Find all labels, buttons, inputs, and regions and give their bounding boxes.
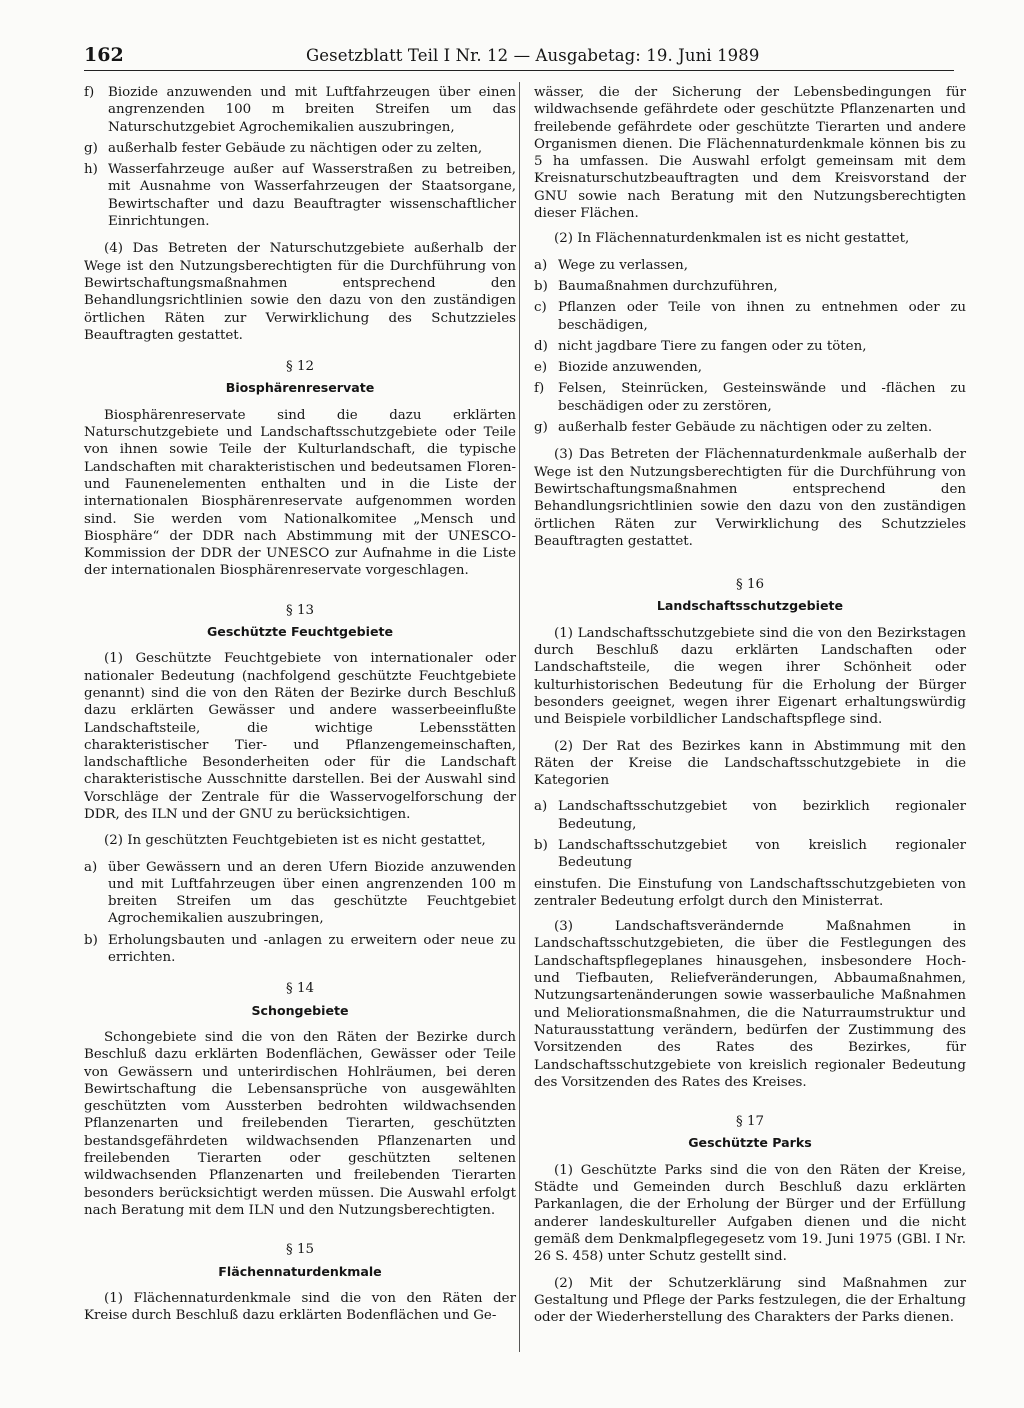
paragraph: Biosphärenreservate sind die dazu erklärten Naturschutzgebiete und Landschaftsschutzgebiete oder Teile von ihnen sowie Teile der Kulturlandschaft, die typische Landschaften mit charakteristischen und bedeutsamen Floren- und Faunenelementen enthalten und in die Liste der internationalen Biosphärenreservate aufgenommen worden sind. Sie werden vom Nationalkomitee „Mensch und Biosphäre“ der DDR nach Abstimmung mit der UNESCO-Kommission der DDR der UNESCO zur Aufnahme in die Liste der internationalen Biosphärenreservate vorgeschlagen. xyxy=(84,407,516,579)
item-label: f) xyxy=(84,85,95,100)
list-item xyxy=(84,932,516,967)
paragraph: (1) Geschützte Parks sind die von den Räten der Kreise, Städte und Gemeinden durch Beschluß dazu erklärten Parkanlagen, die der Erholung der Bürger und der Erfüllung anderer landeskultureller Aufgaben dienen und die nicht gemäß dem Denkmalpflegegesetz vom 19. Juni 1975 (GBl. I Nr. 26 S. 458) unter Schutz gestellt sind. xyxy=(534,1162,966,1265)
item-label: a) xyxy=(534,799,548,815)
right-column xyxy=(534,84,966,1335)
left-column xyxy=(84,84,516,1333)
section-number: § 13 xyxy=(286,602,314,618)
item-label: g) xyxy=(84,140,98,156)
section-number: § 14 xyxy=(286,981,314,997)
list-item xyxy=(534,419,966,436)
page-number: 162 xyxy=(84,44,124,66)
paragraph: wässer, die der Sicherung der Lebensbedingungen für wildwachsende gefährdete oder geschützte Pflanzenarten und freilebende gefährdete oder geschützte Tierarten und andere Organismen dienen. Die Flächennaturdenkmale können bis zu 5 ha umfassen. Die Auswahl erfolgt gemeinsam mit dem Kreisnaturschutzbeauftragten und dem Kreisvorstand der GNU sowie nach Beratung mit den Nutzungsberechtigten dieser Flächen. xyxy=(534,85,966,222)
paragraph: (2) In Flächennaturdenkmalen ist es nicht gestattet, xyxy=(554,231,910,247)
item-text: nicht jagdbare Tiere zu fangen oder zu töten, xyxy=(558,338,867,354)
section-title: Geschützte Feuchtgebiete xyxy=(206,624,394,640)
list-item xyxy=(534,359,966,376)
item-text: Felsen, Steinrücken, Gesteinswände und -flächen zu beschädigen oder zu zerstören, xyxy=(558,381,966,414)
paragraph: (1) Landschaftsschutzgebiete sind die von den Bezirkstagen durch Beschluß dazu erklärten Landschaften oder Landschaftsteile, die wegen ihrer Schönheit oder kulturhistorischen Bedeutung für die Erholung der Bürger besonders geeignet, wegen ihrer Eigenart erhaltungswürdig und Beispiele vorbildlicher Landschaftspflege sind. xyxy=(534,625,966,728)
paragraph: (1) Geschützte Feuchtgebiete von internationaler oder nationaler Bedeutung (nachfolgend geschützte Feuchtgebiete genannt) sind die von den Räten der Bezirke durch Beschluß dazu erklärten Gewässer und andere wasserbeeinflußte Landschaftsteile, die wichtige Lebensstätten charakteristischer Tier- und Pflanzengemeinschaften, landschaftliche Besonderheiten oder für die Landschaft charakteristische Ausschnitte darstellen. Bei der Auswahl sind Vorschläge der Zentrale für die Wasservogelforschung der DDR, des ILN und der GNU zu berücksichtigen. xyxy=(84,651,516,822)
page-header xyxy=(84,44,954,71)
item-label: g) xyxy=(534,420,548,436)
item-label: b) xyxy=(534,837,548,853)
item-text: außerhalb fester Gebäude zu nächtigen oder zu zelten, xyxy=(108,140,483,156)
item-label: a) xyxy=(534,257,548,273)
item-text: Wasserfahrzeuge außer auf Wasserstraßen zu betreiben, mit Ausnahme von Wasserfahrzeugen der Staatsorgane, Bewirtschafter und dazu Beauftragter wissenschaftlicher Einrichtungen. xyxy=(108,162,516,230)
list-item xyxy=(534,278,966,295)
paragraph: (3) Landschaftsverändernde Maßnahmen in Landschaftsschutzgebieten, die über die Festlegungen des Landschaftspflegeplanes hinausgehen, insbesondere Hoch- und Tiefbauten, Reliefveränderungen, Abbaumaßnahmen, Nutzungsartenänderungen sowie wasserbauliche Maßnahmen und Meliorationsmaßnahmen, die die Naturraumstruktur und Naturausstattung verändern, bedürfen der Zustimmung des Vorsitzenden des Rates des Bezirkes, für Landschaftsschutzgebiete von kreislich regionaler Bedeutung des Vorsitzenden des Rates des Kreises. xyxy=(534,919,966,1090)
item-text: Erholungsbauten und -anlagen zu erweitern oder neue zu errichten. xyxy=(108,932,516,966)
running-title: Gesetzblatt Teil I Nr. 12 — Ausgabetag: 19. Juni 1989 xyxy=(306,46,760,65)
section-title: Schongebiete xyxy=(251,1002,349,1018)
item-label: a) xyxy=(84,859,98,875)
section-title: Landschaftsschutzgebiete xyxy=(656,598,844,614)
paragraph: einstufen. Die Einstufung von Landschaftsschutzgebieten von zentraler Bedeutung erfolgt durch den Ministerrat. xyxy=(534,876,966,909)
paragraph: Schongebiete sind die von den Räten der Bezirke durch Beschluß dazu erklärten Bodenflächen, Gewässer oder Teile von Gewässern und unterirdischen Hohlräumen, bei deren Bewirtschaftung die Lebensansprüche von ausgewählten geschützten vom Aussterben bedrohten wildwachsenden Pflanzenarten und freilebenden Tierarten, geschützten bestandsgefährdeten wildwachsenden Pflanzenarten und freilebenden Tierarten oder geschützten seltenen wildwachsenden Pflanzenarten und freilebenden Tierarten besonders berücksichtigt werden müssen. Die Auswahl erfolgt nach Beratung mit dem ILN und den Nutzungsberechtigten. xyxy=(84,1029,516,1218)
item-label: h) xyxy=(84,162,98,178)
section-title: Biosphärenreservate xyxy=(225,380,375,396)
section-title: Geschützte Parks xyxy=(688,1135,812,1151)
column-divider xyxy=(519,82,520,1352)
list-item xyxy=(534,837,966,872)
paragraph: (4) Das Betreten der Naturschutzgebiete außerhalb der Wege ist den Nutzungsberechtigten für die Durchführung von Bewirtschaftungsmaßnahmen entsprechend den Behandlungsrichtlinien sowie den dazu von den zuständigen örtlichen Räten zur Verwirklichung des Schutzzieles Beauftragten gestattet. xyxy=(84,241,516,343)
list-item xyxy=(534,798,966,833)
paragraph: (2) Der Rat des Bezirkes kann in Abstimmung mit den Räten der Kreise die Landschaftsschutzgebiete in die Kategorien xyxy=(534,738,966,789)
item-label: c) xyxy=(534,300,547,316)
item-text: über Gewässern und an deren Ufern Biozide anzuwenden und mit Luftfahrzeugen über einen angrenzenden 100 m breiten Streifen um das geschützte Feuchtgebiet Agrochemikalien auszubringen, xyxy=(108,859,516,927)
section-number: § 12 xyxy=(286,359,314,375)
item-text: Baumaßnahmen durchzuführen, xyxy=(558,278,778,294)
item-label: d) xyxy=(534,338,548,354)
item-text: außerhalb fester Gebäude zu nächtigen oder zu zelten. xyxy=(558,420,933,436)
item-text: Biozide anzuwenden, xyxy=(558,360,702,376)
list-item xyxy=(534,380,966,415)
item-label: b) xyxy=(534,278,548,294)
list-item xyxy=(84,84,516,136)
item-label: f) xyxy=(534,381,545,397)
list-item xyxy=(534,257,966,274)
paragraph: (2) In geschützten Feuchtgebieten ist es nicht gestattet, xyxy=(104,833,486,849)
item-text: Wege zu verlassen, xyxy=(558,257,688,273)
paragraph: (3) Das Betreten der Flächennaturdenkmale außerhalb der Wege ist den Nutzungsberechtigten für die Durchführung von Bewirtschaftungsmaßnahmen entsprechend den Behandlungsrichtlinien sowie den dazu von den zuständigen örtlichen Räten zur Verwirklichung des Schutzzieles Beauftragten gestattet. xyxy=(534,447,966,549)
section-number: § 16 xyxy=(736,577,764,593)
paragraph: (2) Mit der Schutzerklärung sind Maßnahmen zur Gestaltung und Pflege der Parks festzulegen, die der Erhaltung oder der Wiederherstellung des Charakters der Parks dienen. xyxy=(534,1275,966,1326)
section-number: § 17 xyxy=(736,1114,764,1130)
item-text: Landschaftsschutzgebiet von kreislich regionaler Bedeutung xyxy=(558,837,966,871)
item-label: e) xyxy=(534,360,548,376)
item-text: Biozide anzuwenden und mit Luftfahrzeugen über einen angrenzenden 100 m breiten Streifen um das Naturschutzgebiet Agrochemikalien auszubringen, xyxy=(108,85,516,135)
list-item xyxy=(534,338,966,355)
list-item xyxy=(534,299,966,334)
item-text: Pflanzen oder Teile von ihnen zu entnehmen oder zu beschädigen, xyxy=(558,300,966,333)
list-item xyxy=(84,859,516,928)
list-item xyxy=(84,140,516,157)
item-text: Landschaftsschutzgebiet von bezirklich regionaler Bedeutung, xyxy=(558,799,966,832)
list-item xyxy=(84,161,516,230)
item-label: b) xyxy=(84,932,98,948)
paragraph: (1) Flächennaturdenkmale sind die von den Räten der Kreise durch Beschluß dazu erklärten Bodenflächen und Ge- xyxy=(84,1290,516,1324)
section-title: Flächennaturdenkmale xyxy=(218,1263,382,1279)
section-number: § 15 xyxy=(286,1242,314,1258)
